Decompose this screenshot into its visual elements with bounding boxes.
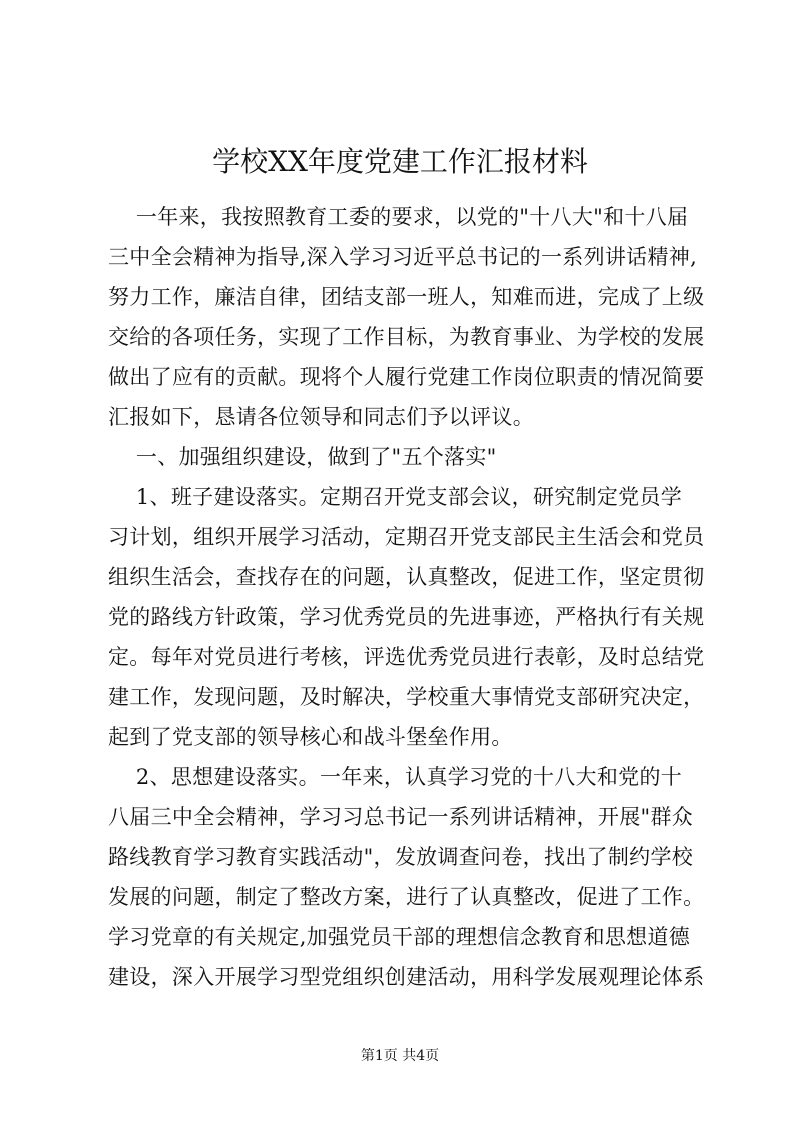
- document-body: [108, 197, 708, 997]
- body-line: 一年来，我按照教育工委的要求，以党的"十八大"和十八届: [108, 205, 689, 229]
- body-line: 学习党章的有关规定,加强党员干部的理想信念教育和思想道德: [108, 925, 691, 949]
- body-line: 做出了应有的贡献。现将个人履行党建工作岗位职责的情况简要: [108, 365, 705, 389]
- body-line: 八届三中全会精神，学习习总书记一系列讲话精神，开展"群众: [108, 805, 694, 829]
- section-heading: 一、加强组织建设，做到了"五个落实": [108, 445, 497, 469]
- body-line: 三中全会精神为指导,深入学习习近平总书记的一系列讲话精神,: [108, 245, 698, 269]
- body-line: 1、班子建设落实。定期召开党支部会议，研究制定党员学: [108, 485, 683, 509]
- body-line: 党的路线方针政策，学习优秀党员的先进事迹，严格执行有关规: [108, 605, 705, 629]
- page-footer: 第1页 共4页: [360, 1048, 440, 1064]
- body-line: 努力工作，廉洁自律，团结支部一班人，知难而进，完成了上级: [108, 285, 705, 309]
- body-line: 路线教育学习教育实践活动"，发放调查问卷，找出了制约学校: [108, 845, 694, 869]
- body-line: 交给的各项任务，实现了工作目标，为教育事业、为学校的发展: [108, 325, 705, 349]
- body-line: 组织生活会，查找存在的问题，认真整改，促进工作，坚定贯彻: [108, 565, 705, 589]
- body-line: 2、思想建设落实。一年来，认真学习党的十八大和党的十: [108, 765, 683, 789]
- body-line: 定。每年对党员进行考核，评选优秀党员进行表彰，及时总结党: [108, 645, 705, 669]
- body-line: 建工作，发现问题，及时解决，学校重大事情党支部研究决定，: [108, 685, 705, 709]
- body-line: 建设，深入开展学习型党组织创建活动，用科学发展观理论体系: [108, 965, 705, 989]
- body-line: 习计划，组织开展学习活动，定期召开党支部民主生活会和党员: [108, 525, 705, 549]
- document-title: 学校XX年度党建工作汇报材料: [212, 145, 588, 178]
- body-line: 汇报如下，恳请各位领导和同志们予以评议。: [108, 405, 534, 429]
- body-line: 发展的问题，制定了整改方案，进行了认真整改，促进了工作。: [108, 885, 705, 909]
- body-line: 起到了党支部的领导核心和战斗堡垒作用。: [108, 725, 513, 749]
